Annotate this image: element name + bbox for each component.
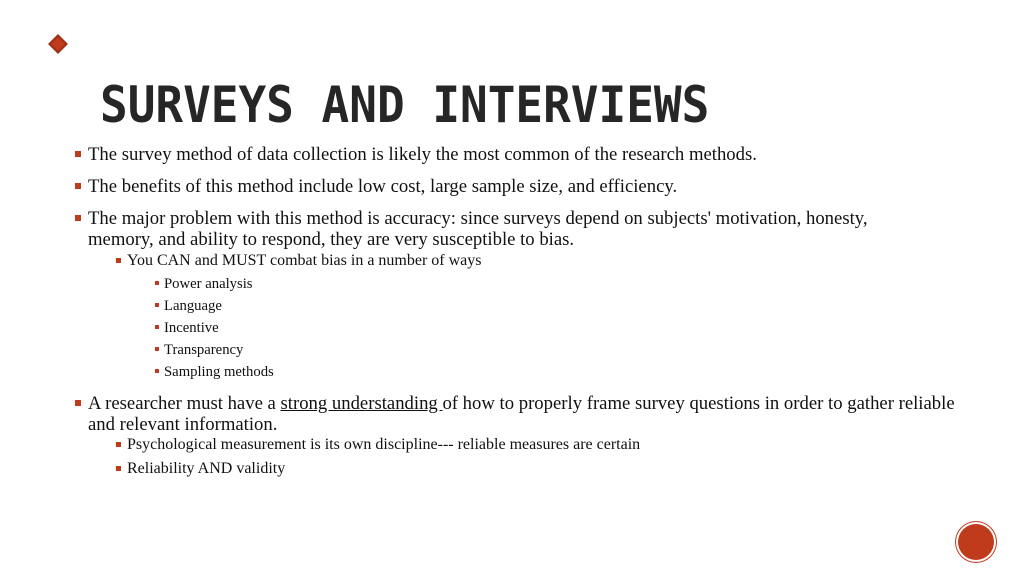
square-bullet-icon (155, 347, 159, 351)
square-bullet-icon (155, 303, 159, 307)
sub-sub-bullet-text: Sampling methods (164, 364, 274, 380)
sub-bullet-text: Reliability AND validity (127, 460, 286, 477)
underlined-phrase: strong understanding (280, 393, 443, 414)
page-number-badge (958, 524, 994, 560)
sub-sub-bullet-item (155, 275, 664, 293)
square-bullet-icon (116, 466, 121, 471)
sub-sub-bullet-item (155, 363, 664, 381)
sub-sub-bullet-text: Transparency (164, 342, 244, 358)
square-bullet-icon (155, 369, 159, 373)
square-bullet-icon (75, 215, 81, 221)
bullet-item (74, 393, 978, 435)
slide-title: SURVEYS AND INTERVIEWS (100, 75, 710, 134)
sub-sub-bullet-item (155, 297, 664, 315)
bullet-item (74, 144, 978, 165)
square-bullet-icon (155, 325, 159, 329)
square-bullet-icon (75, 183, 81, 189)
bullet-item (74, 176, 978, 197)
sub-bullet-text: You CAN and MUST combat bias in a number of ways (127, 252, 482, 269)
sub-sub-bullet-text: Incentive (164, 320, 219, 336)
bullet-text-rest: of how to properly frame survey questions in order to gather reliable and relevant information. (88, 393, 955, 435)
bullet-text: The survey method of data collection is likely the most common of the research methods. (88, 144, 757, 165)
square-bullet-icon (75, 151, 81, 157)
sub-bullet-item (116, 459, 907, 479)
sub-sub-bullet-text: Language (164, 298, 222, 314)
title-diamond-marker (48, 34, 68, 54)
bullet-text-lead: A researcher must have a (88, 393, 281, 414)
square-bullet-icon (116, 442, 121, 447)
sub-sub-bullet-text: Power analysis (164, 276, 253, 292)
sub-bullet-item (116, 251, 907, 271)
square-bullet-icon (75, 400, 81, 406)
sub-sub-bullet-item (155, 341, 664, 359)
sub-bullet-text: Psychological measurement is its own discipline--- reliable measures are certain (127, 436, 641, 453)
square-bullet-icon (116, 258, 121, 263)
bullet-text: The major problem with this method is accuracy: since surveys depend on subjects' motivation, honesty, memory, and ability to respond, they are very susceptible to bias. (88, 208, 868, 250)
sub-sub-bullet-item (155, 319, 664, 337)
bullet-item (74, 208, 888, 250)
square-bullet-icon (155, 281, 159, 285)
sub-bullet-item (116, 435, 907, 455)
bullet-text: The benefits of this method include low cost, large sample size, and efficiency. (88, 176, 678, 197)
